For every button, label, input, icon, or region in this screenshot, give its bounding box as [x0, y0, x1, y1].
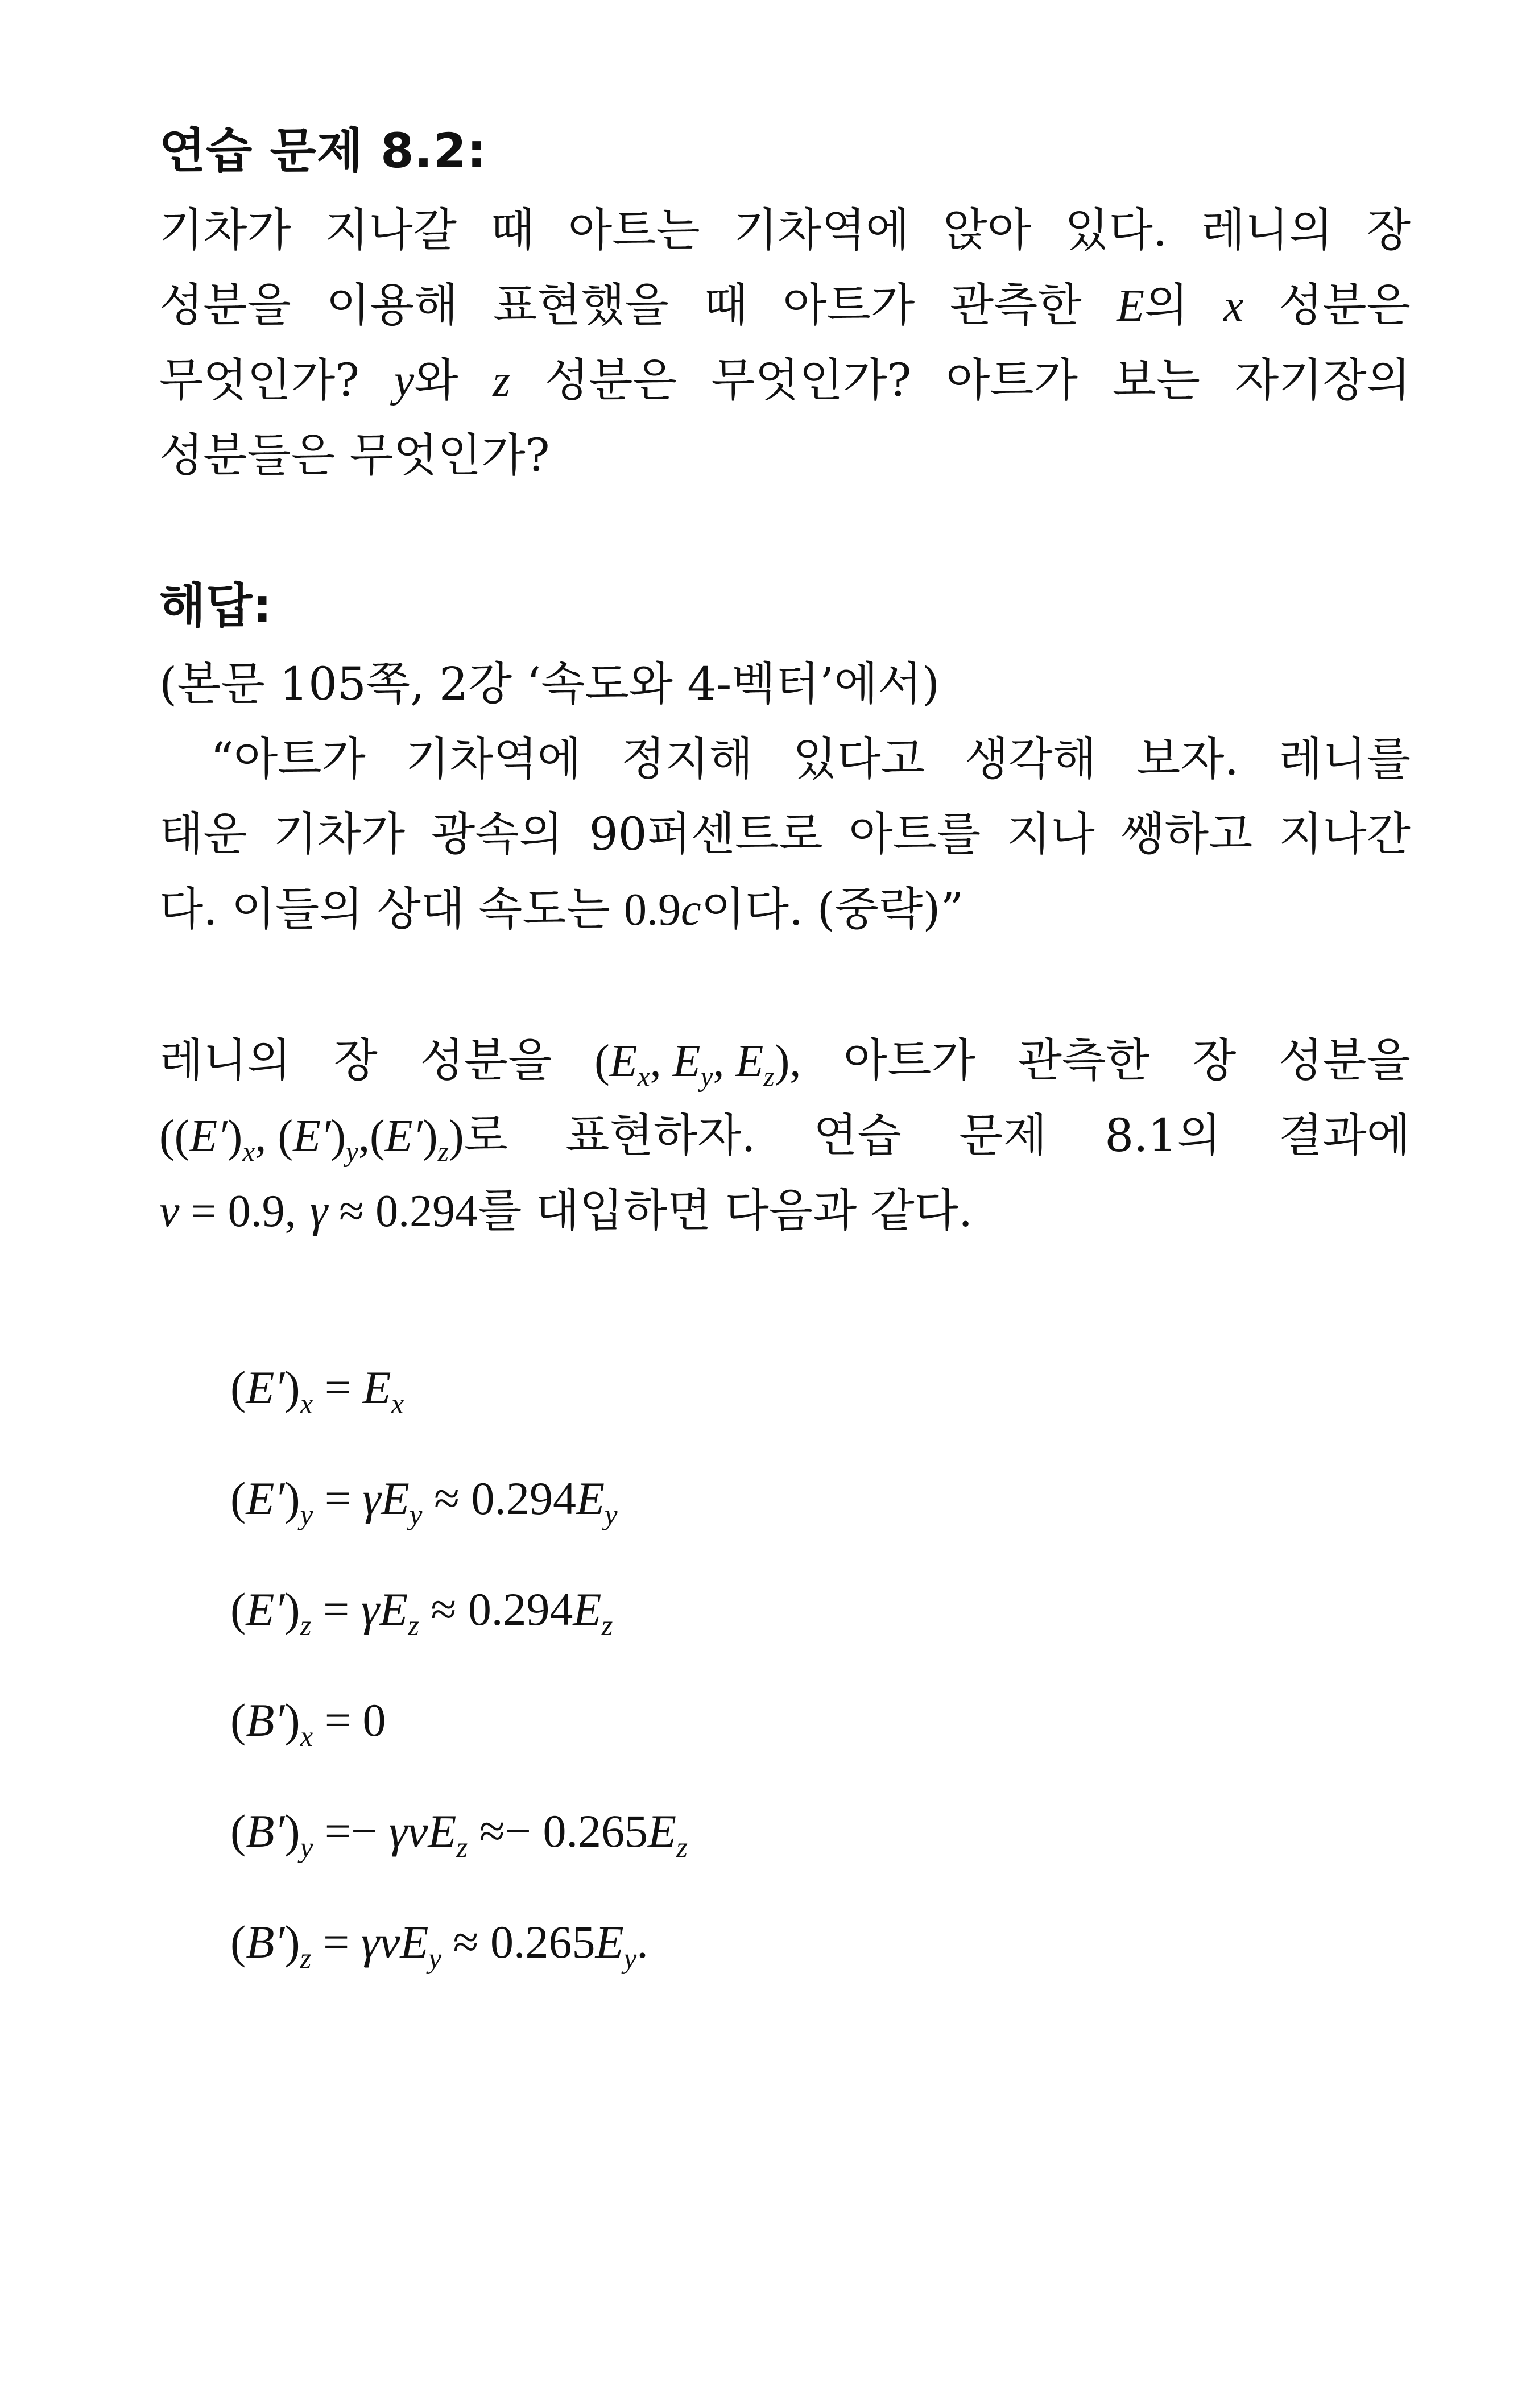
exercise-line-4: 성분들은 무엇인가? [159, 429, 550, 482]
equation-B-x: $(B')_x = 0$ [230, 1694, 386, 1752]
solution-heading: 해답: [159, 578, 272, 634]
body-line-1: 레니의 장 성분을 ($E_x$, $E_y$, $E_z$), 아트가 관측한 장 성분을 [159, 1034, 1411, 1093]
quote-line-1: “아트가 기차역에 정지해 있다고 생각해 보자. 레니를 [210, 733, 1411, 785]
exercise-heading: 연습 문제 8.2: [159, 123, 487, 179]
equation-B-z: $(B')_z = \gamma vE_y \approx 0.265E_y$. [230, 1916, 648, 1974]
equation-E-x: $(E')_x = E_x$ [230, 1362, 404, 1420]
equation-E-z: $(E')_z = \gamma E_z \approx 0.294E_z$ [230, 1583, 613, 1641]
body-line-3: v = 0.9, γ ≈ 0.294 를 대입하면 다음과 같다. [159, 1184, 973, 1237]
quote-line-3: 다. 이들의 상대 속도는 0.9c이다. (중략)” [159, 883, 964, 936]
solution-reference: (본문 105쪽, 2강 ‘속도와 4-벡터’에서) [159, 657, 940, 710]
body-line-2: ($(E')_x$, $(E')_y,(E')_z$)로 표현하자. 연습 문제 8.1의 결과에 [159, 1109, 1411, 1168]
exercise-line-2: 성분을 이용해 표현했을 때 아트가 관측한 E의 x 성분은 [159, 279, 1411, 332]
exercise-line-1: 기차가 지나갈 때 아트는 기차역에 앉아 있다. 레니의 장 [159, 204, 1411, 256]
quote-line-2: 태운 기차가 광속의 90퍼센트로 아트를 지나 쌩하고 지나간 [159, 808, 1411, 860]
equation-E-y: $(E')_y = \gamma E_y \approx 0.294E_y$ [230, 1472, 618, 1530]
equation-B-y: $(B')_y =- \gamma vE_z \approx- 0.265E_z$ [230, 1805, 688, 1863]
exercise-line-3: 무엇인가? y와 z 성분은 무엇인가? 아트가 보는 자기장의 [159, 354, 1411, 407]
